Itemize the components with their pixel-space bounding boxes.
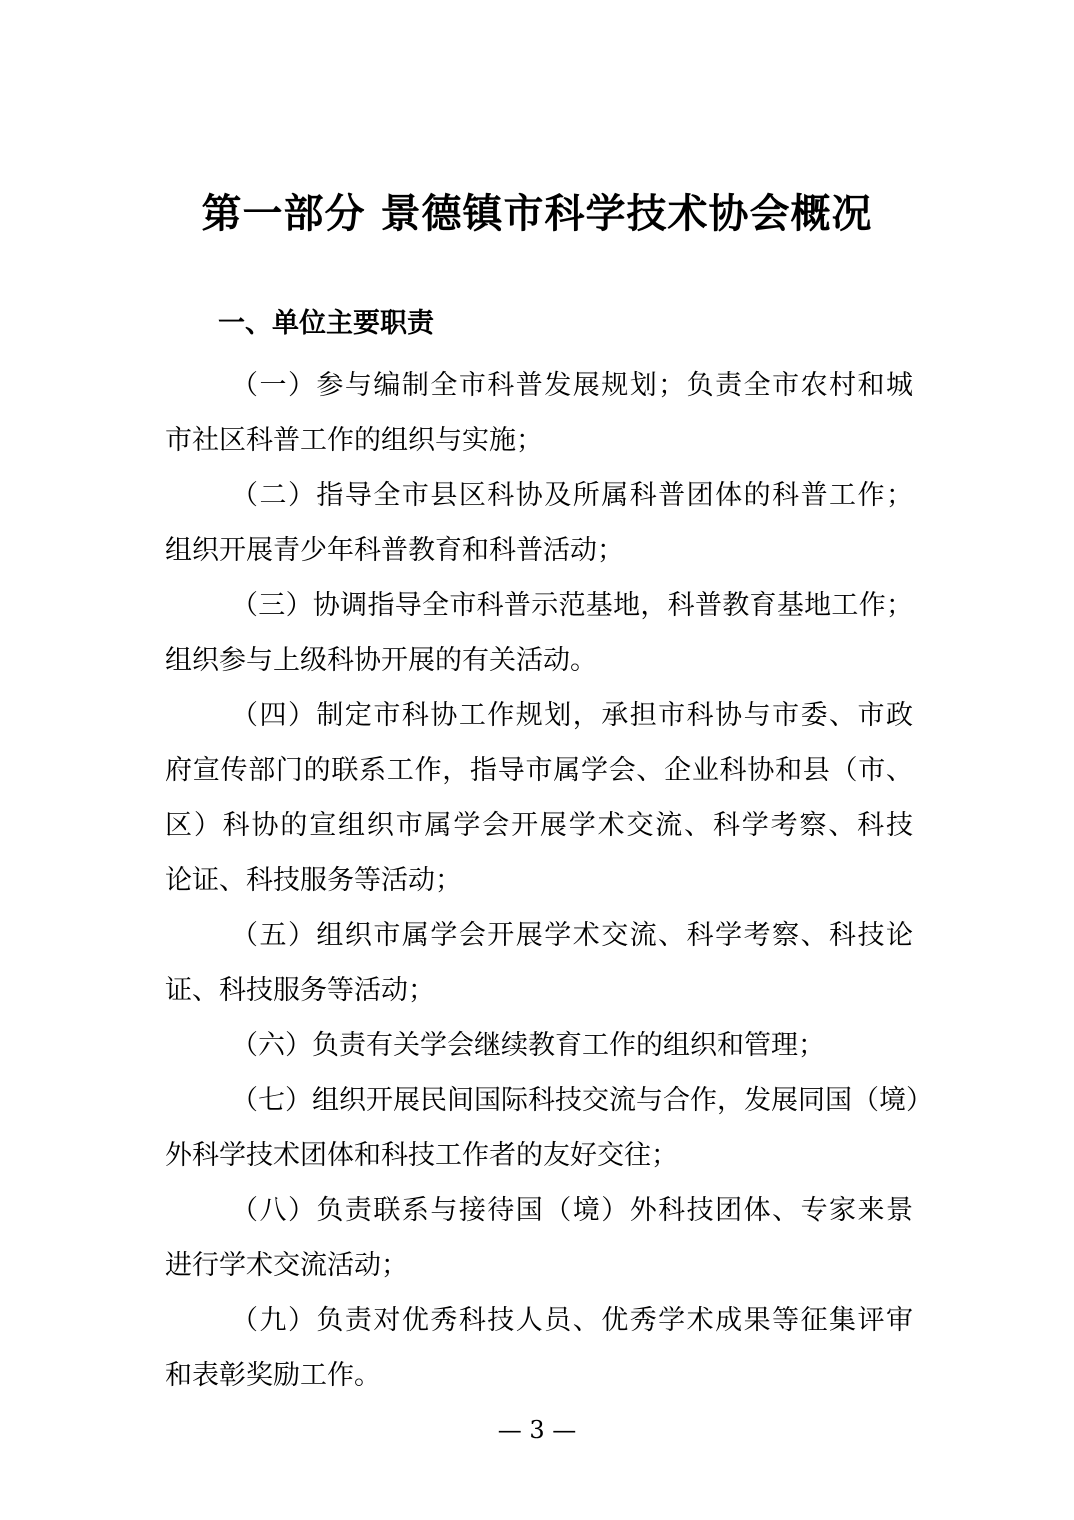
- paragraph-4-line-1: （四）制定市科协工作规划，承担市科协与市委、市政: [231, 700, 913, 731]
- paragraph-4-line-3: 区）科协的宣组织市属学会开展学术交流、科学考察、科技: [165, 810, 913, 841]
- paragraph-7-line-1: （七）组织开展民间国际科技交流与合作，发展同国（境）: [231, 1085, 933, 1116]
- paragraph-3-line-1: （三）协调指导全市科普示范基地，科普教育基地工作；: [231, 590, 913, 621]
- paragraph-9-line-2: 和表彰奖励工作。: [165, 1360, 381, 1391]
- paragraph-6-line-1: （六）负责有关学会继续教育工作的组织和管理；: [231, 1030, 825, 1061]
- paragraph-9-line-1: （九）负责对优秀科技人员、优秀学术成果等征集评审: [231, 1305, 913, 1336]
- paragraph-2-line-1: （二）指导全市县区科协及所属科普团体的科普工作；: [231, 480, 913, 511]
- paragraph-1-line-2: 市社区科普工作的组织与实施；: [165, 425, 543, 456]
- paragraph-5-line-2: 证、科技服务等活动；: [165, 975, 435, 1006]
- page-title: 第一部分 景德镇市科学技术协会概况: [201, 191, 873, 237]
- paragraph-5-line-1: （五）组织市属学会开展学术交流、科学考察、科技论: [231, 920, 913, 951]
- paragraph-7-line-2: 外科学技术团体和科技工作者的友好交往；: [165, 1140, 678, 1171]
- section-heading: 一、单位主要职责: [218, 308, 434, 339]
- paragraph-8-line-1: （八）负责联系与接待国（境）外科技团体、专家来景: [231, 1195, 913, 1226]
- paragraph-4-line-2: 府宣传部门的联系工作，指导市属学会、企业科协和县（市、: [165, 755, 913, 786]
- body-text: [165, 358, 933, 1403]
- paragraph-3-line-2: 组织参与上级科协开展的有关活动。: [165, 645, 597, 676]
- paragraph-8-line-2: 进行学术交流活动；: [165, 1250, 408, 1281]
- paragraph-4-line-4: 论证、科技服务等活动；: [165, 865, 462, 896]
- paragraph-2-line-2: 组织开展青少年科普教育和科普活动；: [165, 535, 624, 566]
- paragraph-1-line-1: （一）参与编制全市科普发展规划；负责全市农村和城: [231, 370, 913, 401]
- page-number: — 3 —: [497, 1416, 577, 1444]
